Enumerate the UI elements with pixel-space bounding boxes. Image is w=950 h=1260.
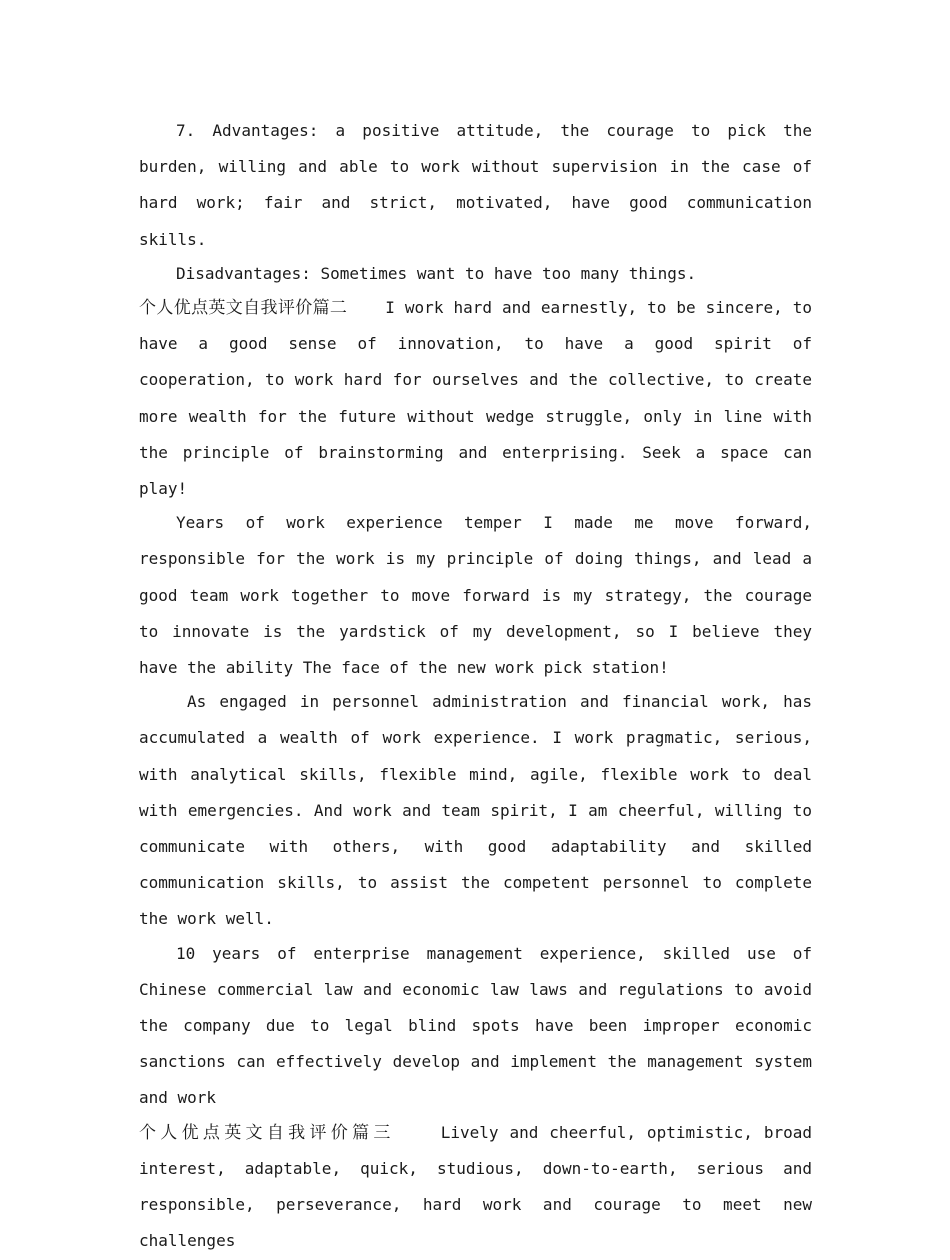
paragraph-advantages — [139, 113, 812, 258]
paragraph-experience — [139, 505, 812, 686]
paragraph-text: Disadvantages: Sometimes want to have too many things. — [176, 263, 697, 283]
document-body — [139, 113, 812, 1258]
section-heading: 个人优点英文自我评价篇二 — [139, 298, 348, 319]
paragraph-text: I work hard and earnestly, to be sincere, to have a good sense of innovation, to have a good spirit of cooperation, to work hard for ourselves and the collective, to create more wealth for the future without wedge struggle, only in line with the principle of brainstorming and enterprising. Seek a space can play! — [139, 298, 813, 499]
paragraph-personnel-admin — [139, 684, 812, 937]
paragraph-disadvantages — [139, 256, 812, 292]
section-two-paragraph — [139, 290, 812, 507]
section-heading: 个人优点英文自我评价篇三 — [139, 1122, 395, 1143]
paragraph-text: Years of work experience temper I made me move forward, responsible for the work is my principle of doing things, and lead a good team work together to move forward is my strategy, the courage to innovate is the yardstick of my development, so I believe they have the ability The face of the new work pick station! — [139, 513, 812, 678]
paragraph-management-experience — [139, 936, 812, 1117]
paragraph-text: 10 years of enterprise management experience, skilled use of Chinese commercial law and economic law laws and regulations to avoid the company due to legal blind spots have been improper economic sanctions can effectively develop and implement the management system and work — [139, 943, 812, 1108]
section-three-paragraph — [139, 1115, 812, 1260]
paragraph-text: Lively and cheerful, optimistic, broad interest, adaptable, quick, studious, down-to-earth, serious and responsible, perseverance, hard work and courage to meet new challenges — [139, 1122, 813, 1251]
paragraph-text: 7. Advantages: a positive attitude, the courage to pick the burden, willing and able to work without supervision in the case of hard work; fair and strict, motivated, have good communication skills. — [139, 121, 812, 249]
paragraph-text: As engaged in personnel administration and financial work, has accumulated a wealth of work experience. I work pragmatic, serious, with analytical skills, flexible mind, agile, flexible work to deal with emergencies. And work and team spirit, I am cheerful, willing to communicate with others, with good adaptability and skilled communication skills, to assist the competent personnel to complete the work well. — [139, 692, 812, 929]
